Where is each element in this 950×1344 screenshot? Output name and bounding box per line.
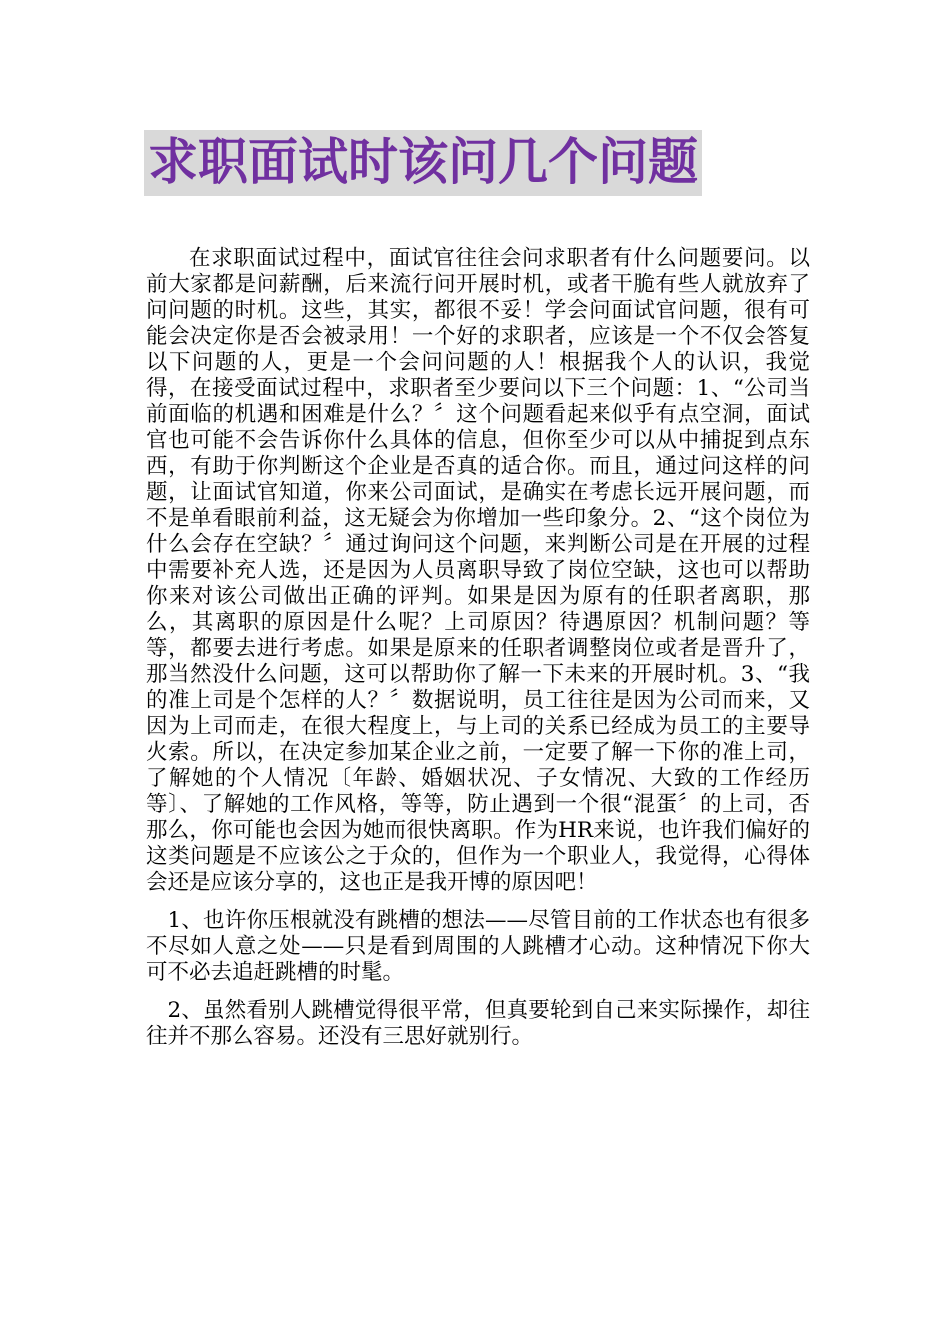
title-block [144, 130, 702, 196]
body-paragraph-point-2: 2、虽然看别人跳槽觉得很平常，但真要轮到自己来实际操作，却往往并不那么容易。还没有三思好就别行。 [146, 998, 810, 1049]
body-paragraph-intro: 在求职面试过程中，面试官往往会问求职者有什么问题要问。以前大家都是问薪酬，后来流行问开展时机，或者干脆有些人就放弃了问问题的时机。这些，其实，都很不妥！学会问面试官问题，很有可能会决定你是否会被录用！一个好的求职者，应该是一个不仅会答复以下问题的人，更是一个会问问题的人！根据我个人的认识，我觉得，在接受面试过程中，求职者至少要问以下三个问题：1、“公司当前面临的机遇和困难是什么？〞这个问题看起来似乎有点空洞，面试官也可能不会告诉你什么具体的信息，但你至少可以从中捕捉到点东西，有助于你判断这个企业是否真的适合你。而且，通过问这样的问题，让面试官知道，你来公司面试，是确实在考虑长远开展问题，而不是单看眼前利益，这无疑会为你增加一些印象分。2、“这个岗位为什么会存在空缺？〞通过询问这个问题，来判断公司是在开展的过程中需要补充人选，还是因为人员离职导致了岗位空缺，这也可以帮助你来对该公司做出正确的评判。如果是因为原有的任职者离职，那么，其离职的原因是什么呢？上司原因？待遇原因？机制问题？等等，都要去进行考虑。如果是原来的任职者调整岗位或者是晋升了，那当然没什么问题，这可以帮助你了解一下未来的开展时机。3、“我的准上司是个怎样的人？〞数据说明，员工往往是因为公司而来，又因为上司而走，在很大程度上，与上司的关系已经成为员工的主要导火索。所以，在决定参加某企业之前，一定要了解一下你的准上司，了解她的个人情况〔年龄、婚姻状况、子女情况、大致的工作经历等〕、了解她的工作风格，等等，防止遇到一个很“混蛋〞的上司，否那么，你可能也会因为她而很快离职。作为HR来说，也许我们偏好的这类问题是不应该公之于众的，但作为一个职业人，我觉得，心得体会还是应该分享的，这也正是我开博的原因吧！ [146, 246, 810, 895]
document-body [146, 246, 810, 1062]
body-paragraph-point-1: 1、也许你压根就没有跳槽的想法——尽管目前的工作状态也有很多不尽如人意之处——只是看到周围的人跳槽才心动。这种情况下你大可不必去追赶跳槽的时髦。 [146, 908, 810, 985]
page-title: 求职面试时该问几个问题 [144, 130, 702, 196]
